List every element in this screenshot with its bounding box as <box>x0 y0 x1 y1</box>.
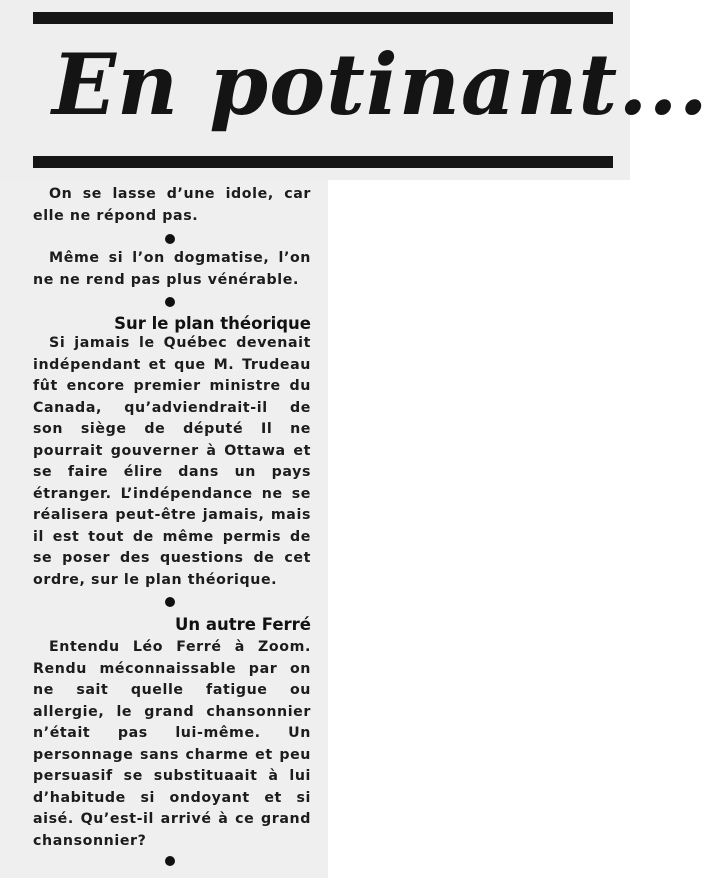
bullet-separator <box>165 597 175 607</box>
paragraph-autre-ferre: Entendu Léo Ferré à Zoom. Rendu méconnaissable par on ne sait quelle fatigue ou allergie, le grand chansonnier n’était pas lui-même. Un personnage sans charme et peu persuasif se substituaait à lui d’habitude si ondoyant et si aisé. Qu’est-il arrivé à ce grand chansonnier? <box>33 639 311 849</box>
bottom-rule <box>33 156 613 168</box>
heading-plan-theorique: Sur le plan théorique <box>114 314 311 333</box>
masthead-title: En potinant... <box>52 35 709 134</box>
bullet-separator <box>165 234 175 244</box>
top-rule <box>33 12 613 24</box>
heading-autre-ferre: Un autre Ferré <box>175 615 311 634</box>
bullet-separator <box>165 297 175 307</box>
bullet-separator <box>165 856 175 866</box>
paragraph-idole: On se lasse d’une idole, car elle ne répond pas. <box>33 186 311 224</box>
paragraph-plan-theorique: Si jamais le Québec devenait indépendant et que M. Trudeau fût encore premier ministre du Canada, qu’adviendrait-il de son siège de député Il ne pourrait gouverner à Ottawa et se faire élire dans un pays étranger. L’indépendance ne se réalisera peut-être jamais, mais il est tout de même permis de se poser des questions de cet ordre, sur le plan théorique. <box>33 335 311 588</box>
paragraph-dogmatise: Même si l’on dogmatise, l’on ne ne rend pas plus vénérable. <box>33 250 311 288</box>
